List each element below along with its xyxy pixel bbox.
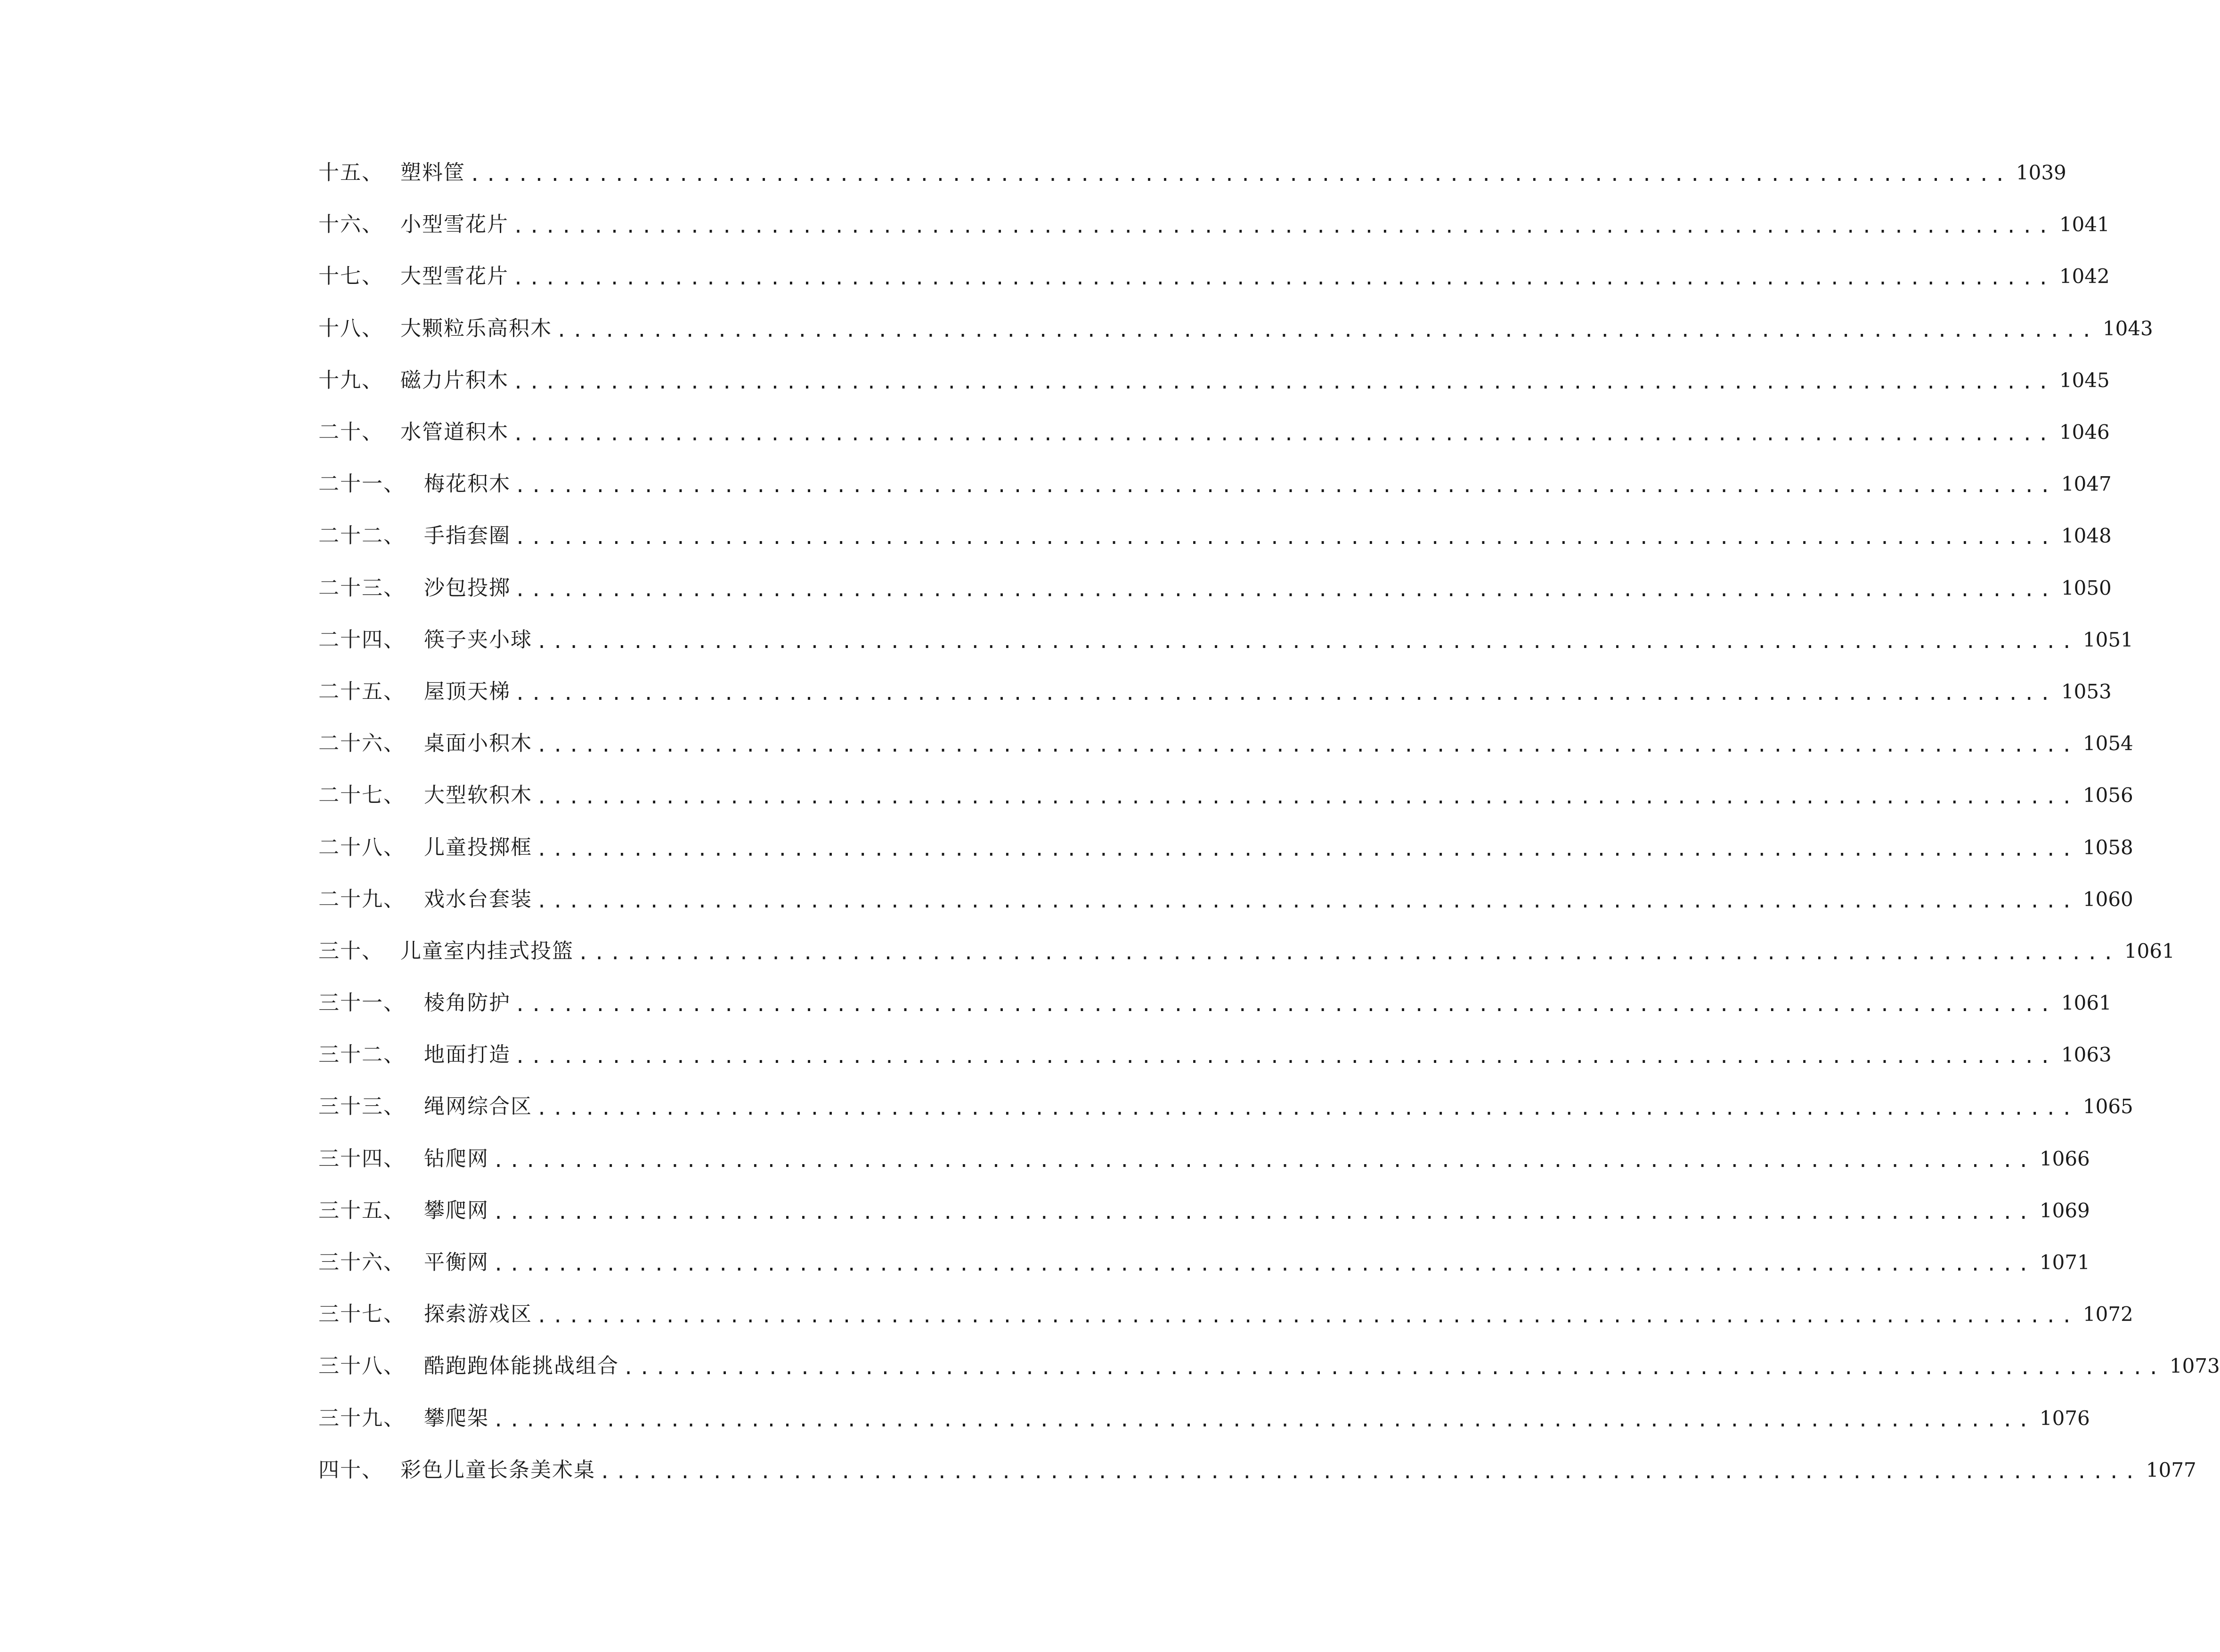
toc-entry-title: 筷子夹小球 <box>424 627 532 652</box>
toc-entry[interactable] <box>318 821 2133 873</box>
toc-entry-page: 1060 <box>2082 887 2133 911</box>
toc-dot-leader: ................................................................................................ <box>512 267 2054 290</box>
toc-entry-number: 三十九、 <box>318 1406 405 1430</box>
toc-entry[interactable] <box>318 147 2066 199</box>
toc-entry-number: 十七、 <box>318 264 383 289</box>
table-of-contents <box>318 147 2220 1496</box>
toc-entry[interactable] <box>318 251 2110 302</box>
toc-entry[interactable] <box>318 1288 2133 1340</box>
toc-dot-leader: ................................................................................................ <box>493 1254 2034 1276</box>
toc-dot-leader: ................................................................................................ <box>536 890 2077 912</box>
toc-entry-number: 三十、 <box>318 939 383 963</box>
toc-dot-leader: ................................................................................................ <box>514 527 2056 549</box>
toc-entry-number: 十五、 <box>318 161 383 185</box>
toc-entry-number: 十九、 <box>318 368 383 392</box>
toc-entry-page: 1042 <box>2059 265 2110 288</box>
toc-dot-leader: ................................................................................................ <box>493 1409 2034 1431</box>
toc-dot-leader: ................................................................................................ <box>536 631 2077 653</box>
toc-entry-title: 酷跑跑体能挑战组合 <box>424 1354 619 1378</box>
toc-entry[interactable] <box>318 199 2110 251</box>
toc-dot-leader: ................................................................................................ <box>493 1150 2034 1172</box>
toc-entry-number: 三十八、 <box>318 1354 405 1378</box>
toc-entry-number: 二十二、 <box>318 524 405 548</box>
toc-dot-leader: ................................................................................................ <box>493 1201 2034 1223</box>
toc-dot-leader: ................................................................................................ <box>536 786 2077 809</box>
toc-entry-number: 三十四、 <box>318 1146 405 1171</box>
toc-entry-page: 1058 <box>2082 835 2133 859</box>
toc-entry-number: 三十六、 <box>318 1250 405 1275</box>
toc-entry[interactable] <box>318 406 2110 458</box>
toc-entry-number: 二十四、 <box>318 627 405 652</box>
toc-entry-page: 1048 <box>2061 524 2112 548</box>
toc-dot-leader: ................................................................................................ <box>514 475 2056 497</box>
toc-entry[interactable] <box>318 1081 2133 1133</box>
toc-entry-page: 1046 <box>2059 421 2110 444</box>
toc-entry-page: 1063 <box>2061 1043 2112 1067</box>
toc-entry-title: 戏水台套装 <box>424 887 532 911</box>
toc-entry-title: 儿童室内挂式投篮 <box>400 939 574 963</box>
toc-entry[interactable] <box>318 874 2133 925</box>
toc-entry-number: 二十一、 <box>318 472 405 496</box>
toc-entry[interactable] <box>318 1133 2090 1185</box>
toc-entry-page: 1077 <box>2146 1458 2196 1482</box>
toc-entry[interactable] <box>318 666 2112 718</box>
toc-entry-title: 攀爬网 <box>424 1198 489 1223</box>
toc-entry-number: 二十三、 <box>318 575 405 600</box>
toc-entry-title: 沙包投掷 <box>424 575 511 600</box>
toc-entry-number: 二十七、 <box>318 783 405 808</box>
toc-entry-title: 平衡网 <box>424 1250 489 1275</box>
toc-entry[interactable] <box>318 1340 2220 1392</box>
toc-entry-page: 1072 <box>2082 1303 2133 1326</box>
toc-entry-page: 1061 <box>2124 939 2175 963</box>
toc-dot-leader: ................................................................................................ <box>514 1046 2056 1068</box>
toc-entry[interactable] <box>318 1029 2112 1081</box>
toc-dot-leader: ................................................................................................ <box>514 579 2056 601</box>
toc-entry-title: 大型雪花片 <box>400 264 509 289</box>
toc-entry-number: 三十三、 <box>318 1094 405 1119</box>
toc-entry-page: 1054 <box>2082 732 2133 755</box>
toc-entry-number: 二十八、 <box>318 835 405 859</box>
toc-entry-page: 1053 <box>2061 680 2112 703</box>
toc-dot-leader: ................................................................................................ <box>536 1305 2077 1328</box>
toc-entry-title: 大型软积木 <box>424 783 532 808</box>
toc-entry[interactable] <box>318 1444 2196 1496</box>
toc-entry-title: 手指套圈 <box>424 524 511 548</box>
toc-entry-title: 彩色儿童长条美术桌 <box>400 1458 595 1482</box>
toc-entry-title: 梅花积木 <box>424 472 511 496</box>
toc-entry-page: 1047 <box>2061 472 2112 496</box>
toc-entry-page: 1056 <box>2082 784 2133 807</box>
toc-entry-title: 地面打造 <box>424 1043 511 1067</box>
toc-entry-page: 1041 <box>2059 213 2110 236</box>
toc-entry[interactable] <box>318 1393 2090 1444</box>
toc-entry-number: 三十二、 <box>318 1043 405 1067</box>
toc-dot-leader: ................................................................................................ <box>599 1461 2140 1483</box>
toc-entry-number: 二十六、 <box>318 731 405 756</box>
toc-entry-title: 磁力片积木 <box>400 368 509 392</box>
toc-dot-leader: ................................................................................................ <box>536 735 2077 757</box>
toc-entry[interactable] <box>318 1185 2090 1237</box>
toc-entry[interactable] <box>318 977 2112 1029</box>
toc-entry-title: 屋顶天梯 <box>424 679 511 704</box>
toc-entry-title: 儿童投掷框 <box>424 835 532 859</box>
toc-entry[interactable] <box>318 718 2133 769</box>
toc-entry[interactable] <box>318 614 2133 666</box>
toc-entry[interactable] <box>318 458 2112 510</box>
toc-entry-number: 二十九、 <box>318 887 405 911</box>
toc-dot-leader: ................................................................................................ <box>514 994 2056 1016</box>
toc-entry-page: 1043 <box>2102 316 2153 340</box>
toc-entry[interactable] <box>318 925 2175 977</box>
toc-entry-title: 小型雪花片 <box>400 212 509 237</box>
toc-entry-page: 1061 <box>2061 991 2112 1015</box>
toc-entry-title: 大颗粒乐高积木 <box>400 316 552 340</box>
toc-entry[interactable] <box>318 769 2133 821</box>
toc-dot-leader: ................................................................................................ <box>556 319 2097 341</box>
toc-entry[interactable] <box>318 510 2112 562</box>
toc-entry-number: 二十五、 <box>318 679 405 704</box>
toc-dot-leader: ................................................................................................ <box>512 216 2054 238</box>
toc-entry-title: 钻爬网 <box>424 1146 489 1171</box>
toc-entry-page: 1076 <box>2039 1406 2090 1430</box>
toc-entry-number: 三十五、 <box>318 1198 405 1223</box>
toc-dot-leader: ................................................................................................ <box>512 371 2054 393</box>
toc-entry-page: 1051 <box>2082 628 2133 651</box>
toc-entry-page: 1050 <box>2061 576 2112 599</box>
toc-entry-title: 桌面小积木 <box>424 731 532 756</box>
toc-entry[interactable] <box>318 562 2112 614</box>
toc-entry[interactable] <box>318 303 2153 355</box>
toc-entry-page: 1066 <box>2039 1147 2090 1170</box>
toc-entry-page: 1065 <box>2082 1095 2133 1118</box>
toc-entry-number: 十八、 <box>318 316 383 340</box>
toc-entry-title: 探索游戏区 <box>424 1302 532 1327</box>
toc-entry-number: 四十、 <box>318 1458 383 1482</box>
toc-entry-title: 攀爬架 <box>424 1406 489 1430</box>
toc-dot-leader: ................................................................................................ <box>536 838 2077 860</box>
toc-entry-title: 水管道积木 <box>400 420 509 445</box>
toc-entry-number: 二十、 <box>318 420 383 445</box>
toc-dot-leader: ................................................................................................ <box>469 164 2010 186</box>
toc-entry-page: 1039 <box>2016 161 2066 185</box>
toc-entry-page: 1073 <box>2169 1354 2220 1378</box>
toc-entry-title: 塑料筐 <box>400 161 465 185</box>
toc-dot-leader: ................................................................................................ <box>577 942 2119 964</box>
toc-entry-title: 棱角防护 <box>424 991 511 1015</box>
toc-dot-leader: ................................................................................................ <box>536 1098 2077 1120</box>
toc-entry-number: 三十一、 <box>318 991 405 1015</box>
toc-dot-leader: ................................................................................................ <box>514 682 2056 705</box>
toc-entry-number: 三十七、 <box>318 1302 405 1327</box>
toc-entry[interactable] <box>318 355 2110 406</box>
toc-entry-page: 1069 <box>2039 1199 2090 1222</box>
toc-entry-title: 绳网综合区 <box>424 1094 532 1119</box>
toc-dot-leader: ................................................................................................ <box>512 423 2054 445</box>
toc-dot-leader: ................................................................................................ <box>623 1357 2164 1379</box>
toc-entry-number: 十六、 <box>318 212 383 237</box>
toc-entry[interactable] <box>318 1237 2090 1288</box>
toc-entry-page: 1071 <box>2039 1251 2090 1274</box>
toc-entry-page: 1045 <box>2059 368 2110 392</box>
